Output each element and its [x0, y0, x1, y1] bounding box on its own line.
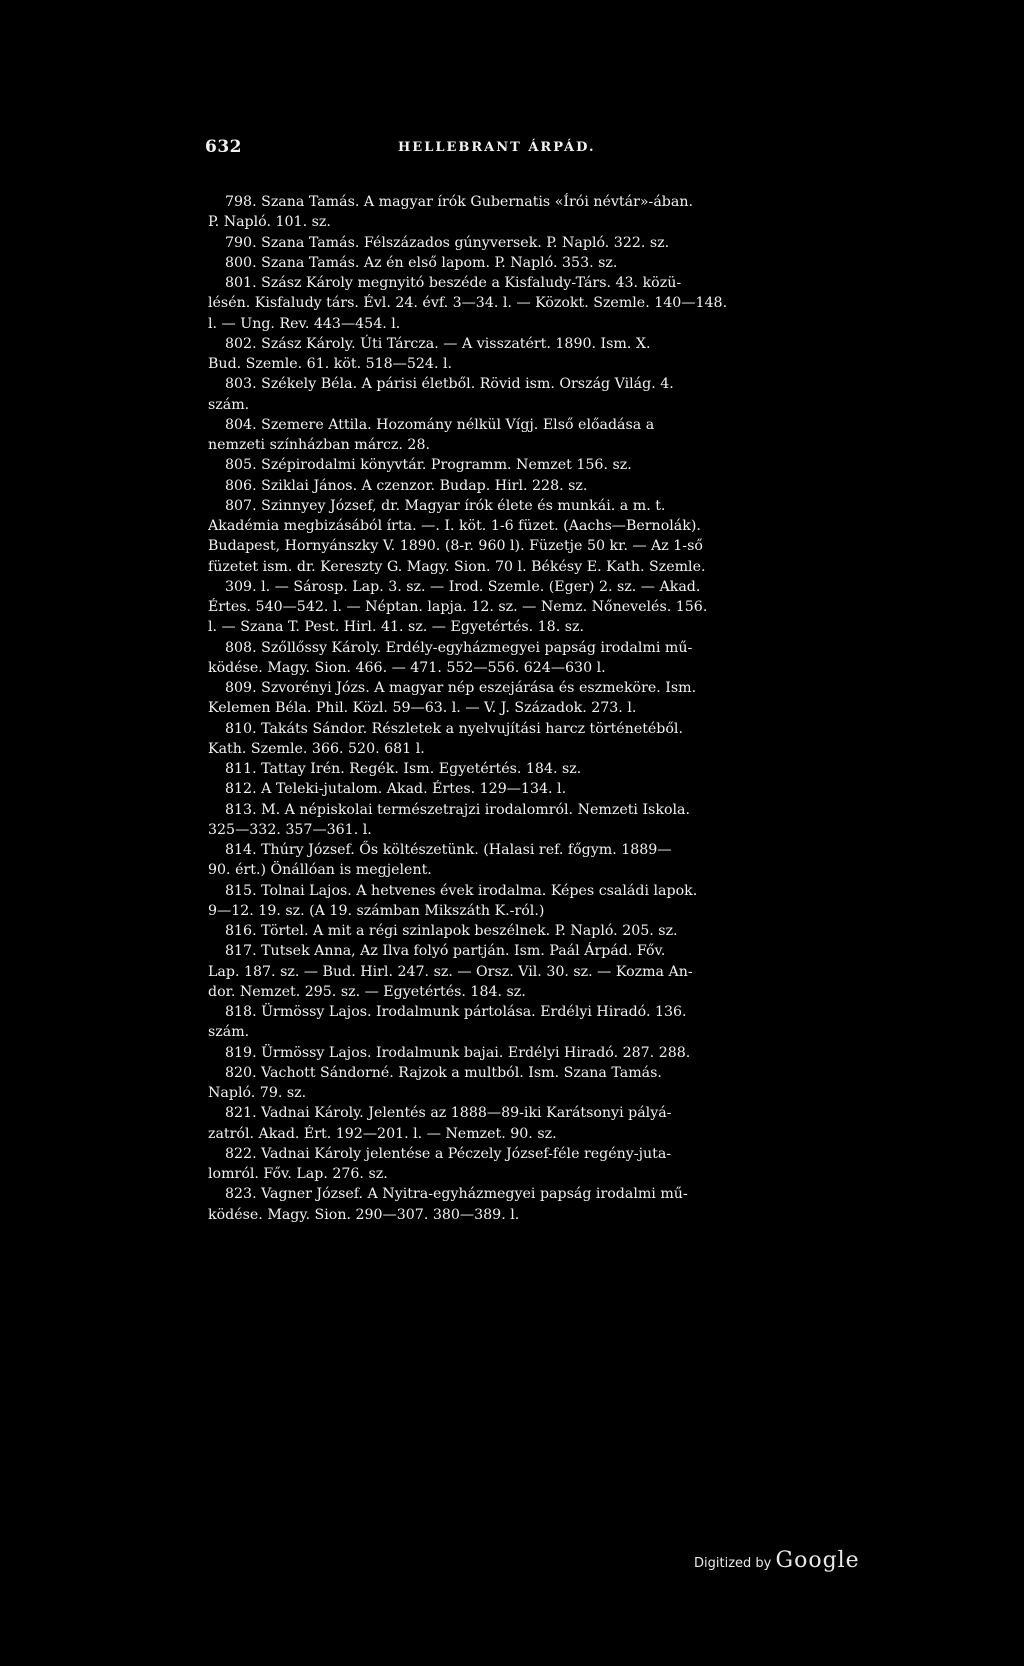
text-line: 90. ért.) Önállóan is megjelent.	[208, 862, 432, 879]
text-line: 9—12. 19. sz. (A 19. számban Mikszáth K.-ról.)	[208, 902, 545, 919]
text-line: 803. Székely Béla. A párisi életből. Rövid ism. Ország Világ. 4.	[225, 376, 674, 393]
text-line: zatról. Akad. Ért. 192—201. l. — Nemzet. 90. sz.	[208, 1125, 557, 1142]
text-line: Kath. Szemle. 366. 520. 681 l.	[208, 740, 425, 757]
text-line: 807. Szinnyey József, dr. Magyar írók élete és munkái. a m. t.	[225, 497, 666, 514]
text-line: 818. Ürmössy Lajos. Irodalmunk pártolása. Erdélyi Hiradó. 136.	[225, 1004, 687, 1020]
text-line: lésén. Kisfaludy társ. Évl. 24. évf. 3—34. l. — Közokt. Szemle. 140—148.	[208, 295, 728, 312]
text-line: 806. Sziklai János. A czenzor. Budap. Hirl. 228. sz.	[225, 477, 588, 494]
text-line: füzetet ism. dr. Kereszty G. Magy. Sion. 70 l. Békésy E. Kath. Szemle.	[208, 558, 706, 575]
credit-prefix: Digitized by	[694, 1556, 772, 1571]
text-line: szám.	[208, 1024, 250, 1041]
text-line: Bud. Szemle. 61. köt. 518—524. l.	[208, 356, 453, 372]
text-line: P. Napló. 101. sz.	[208, 214, 331, 231]
text-line: 811. Tattay Irén. Regék. Ism. Egyetértés. 184. sz.	[225, 761, 582, 777]
running-head: HELLEBRANT ÁRPÁD.	[398, 140, 596, 155]
text-line: 802. Szász Károly. Úti Tárcza. — A visszatért. 1890. Ism. X.	[225, 335, 651, 352]
text-line: 805. Szépirodalmi könyvtár. Programm. Nemzet 156. sz.	[225, 457, 632, 474]
text-line: 810. Takáts Sándor. Részletek a nyelvujítási harcz történetéből.	[225, 720, 683, 737]
text-line: dor. Nemzet. 295. sz. — Egyetértés. 184. sz.	[208, 983, 526, 1000]
text-line: 808. Szőllőssy Károly. Erdély-egyházmegyei papság irodalmi mű-	[225, 639, 693, 656]
text-line: 309. l. — Sárosp. Lap. 3. sz. — Irod. Szemle. (Eger) 2. sz. — Akad.	[225, 578, 701, 595]
text-line: Akadémia megbizásából írta. —. I. köt. 1-6 füzet. (Aachs—Bernolák).	[208, 518, 701, 534]
text-line: 815. Tolnai Lajos. A hetvenes évek irodalma. Képes családi lapok.	[225, 882, 698, 899]
text-line: Budapest, Hornyánszky V. 1890. (8-r. 960 l). Füzetje 50 kr. — Az 1-ső	[208, 538, 703, 555]
text-line: 813. M. A népiskolai természetrajzi irodalomról. Nemzeti Iskola.	[225, 801, 690, 818]
text-line: ködése. Magy. Sion. 290—307. 380—389. l.	[208, 1206, 520, 1223]
text-line: 812. A Teleki-jutalom. Akad. Értes. 129—134. l.	[225, 781, 567, 798]
text-line: 814. Thúry József. Ős költészetünk. (Halasi ref. főgym. 1889—	[225, 842, 672, 858]
text-line: l. — Ung. Rev. 443—454. l.	[208, 315, 401, 332]
text-line: l. — Szana T. Pest. Hirl. 41. sz. — Egyetértés. 18. sz.	[208, 619, 584, 636]
text-line: 798. Szana Tamás. A magyar írók Gubernatis «Írói névtár»-ában.	[225, 194, 693, 210]
text-line: Napló. 79. sz.	[208, 1085, 307, 1101]
text-line: 800. Szana Tamás. Az én első lapom. P. Napló. 353. sz.	[225, 254, 618, 271]
text-line: Kelemen Béla. Phil. Közl. 59—63. l. — V. J. Századok. 273. l.	[208, 700, 637, 717]
text-line: 325—332. 357—361. l.	[208, 821, 372, 838]
text-line: 790. Szana Tamás. Félszázados gúnyversek. P. Napló. 322. sz.	[225, 234, 670, 251]
text-line: nemzeti színházban márcz. 28.	[208, 437, 430, 453]
google-logo: Google	[775, 1548, 860, 1573]
bibliography-text	[208, 192, 820, 1225]
digitized-by-credit	[694, 1548, 860, 1573]
text-line: 817. Tutsek Anna, Az Ilva folyó partján. Ism. Paál Árpád. Főv.	[225, 943, 666, 960]
text-line: 804. Szemere Attila. Hozomány nélkül Vígj. Első előadása a	[225, 416, 655, 433]
text-line: lomról. Főv. Lap. 276. sz.	[208, 1166, 388, 1182]
text-line: Lap. 187. sz. — Bud. Hirl. 247. sz. — Orsz. Vil. 30. sz. — Kozma An-	[208, 963, 693, 980]
text-line: 821. Vadnai Károly. Jelentés az 1888—89-iki Karátsonyi pályá-	[225, 1105, 672, 1122]
page-header	[205, 137, 825, 161]
text-line: 819. Ürmössy Lajos. Irodalmunk bajai. Erdélyi Hiradó. 287. 288.	[225, 1044, 691, 1061]
text-line: 822. Vadnai Károly jelentése a Péczely József-féle regény-juta-	[225, 1145, 672, 1162]
text-line: 820. Vachott Sándorné. Rajzok a multból. Ism. Szana Tamás.	[225, 1064, 662, 1081]
text-line: Értes. 540—542. l. — Néptan. lapja. 12. sz. — Nemz. Nőnevelés. 156.	[208, 599, 708, 615]
page-number: 632	[205, 137, 242, 157]
text-line: ködése. Magy. Sion. 466. — 471. 552—556. 624—630 l.	[208, 659, 606, 676]
text-line: 823. Vagner József. A Nyitra-egyházmegyei papság irodalmi mű-	[225, 1186, 688, 1203]
text-line: szám.	[208, 396, 250, 413]
text-line: 801. Szász Károly megnyitó beszéde a Kisfaludy-Társ. 43. közü-	[225, 275, 682, 291]
text-line: 809. Szvorényi Józs. A magyar nép eszejárása és eszmeköre. Ism.	[225, 680, 697, 696]
text-line: 816. Törtel. A mit a régi szinlapok beszélnek. P. Napló. 205. sz.	[225, 923, 678, 939]
